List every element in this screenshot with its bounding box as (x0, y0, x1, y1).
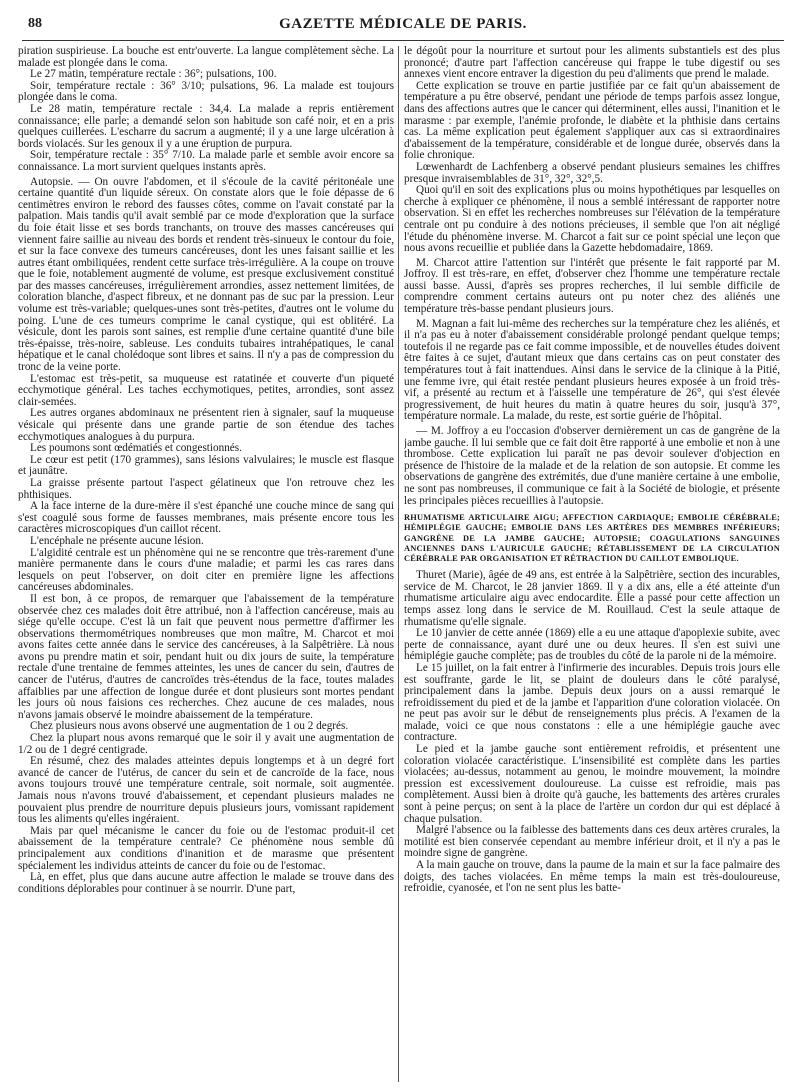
paragraph: Soir, température rectale : 35° 7/10. La malade parle et semble avoir encore sa connaissance. La mort survient quelques instants après. (18, 149, 394, 173)
paragraph: Chez plusieurs nous avons observé une augmentation de 1 ou 2 degrés. (30, 720, 349, 733)
paragraph: Le cœur est petit (170 grammes), sans lésions valvulaires; le muscle est flasque et jaunâtre. (18, 453, 394, 478)
paragraph: Là, en effet, plus que dans aucune autre affection le malade se trouve dans des conditions déplorables pour continuer à se nourrir. D'une part, (18, 871, 394, 895)
magnan-paragraph: M. Magnan a fait lui-même des recherches sur la température chez les aliénés, et il n'a pas eu à noter d'abaissement considérable prolongé pendant quelque temps; toutefois il ne regarde pas ce fait comme impossible, et de nouvelles études doivent être faites à ce sujet, d'autant mieux que dans certains cas on peut constater des températures tout à fait inattendues. Ainsi dans le service de la clinique à la Pitié, une femme ivre, qui était restée pendant plusieurs heures exposée à un froid très-vif, a présenté au rectum et à l'aisselle une température de 26°, qui s'est élevée progressivement, de huit heures du matin à quatre heures du soir, jusqu'à 37°, température normale. La malade, du reste, est sortie guérie de l'hôpital. (404, 317, 780, 423)
case-heading: RHUMATISME ARTICULAIRE AIGU; AFFECTION CARDIAQUE; EMBOLIE CÉRÉBRALE; HÉMIPLÉGIE GAUCHE; EMBOLIE DANS LES ARTÈRES DES MEMBRES INFÉRIEURS; GANGRÈNE DE LA JAMBE GAUCHE; AUTOPSIE; COAGULATIONS SANGUINES ANCIENNES DANS L'AURICULE GAUCHE; RÉTABLISSEMENT DE LA CIRCULATION CÉRÉBRALE PAR ORGANISATION ET RÉTRACTION DU CAILLOT EMBOLIQUE. (404, 513, 780, 563)
page-number: 88 (28, 16, 42, 31)
paragraph: Le 27 matin, température rectale : 36°; pulsations, 100. (30, 68, 277, 81)
paragraph: La graisse présente partout l'aspect gélatineux que l'on retrouve chez les phthisiques. (18, 476, 394, 501)
paragraph: En résumé, chez des malades atteintes depuis longtemps et à un degré fort avancé de cancer de l'utérus, de cancer du sein et de cancroïde de la face, nous avons toujours trouvé une température centrale, soit normale, soit augmentée. Jamais nous n'avons trouvé d'abaissement, et cependant plusieurs malades ne pouvaient plus prendre de nourriture depuis plusieurs jours, vomissant rapidement tous les aliments qu'elles ingéraient. (18, 755, 394, 826)
paragraph: Le 10 janvier de cette année (1869) elle a eu une attaque d'apoplexie subite, avec perte de connaissance, ayant duré une ou deux heures. Il s'en est suivi une hémiplégie gauche complète; pas de troubles du côté de la parole ni de la mémoire. (404, 627, 780, 663)
paragraph: Mais par quel mécanisme le cancer du foie ou de l'estomac produit-il cet abaissement de la température centrale? Ce phénomène nous semble dû principalement aux conditions d'inanition et de marasme que présentent spécialement les individus atteints de cancer du foie ou de l'estomac. (18, 824, 394, 872)
paragraph: Lœwenhardt de Lachfenberg a observé pendant plusieurs semaines les chiffres presque invraisemblables de 31°, 32°, 32°,5. (404, 160, 780, 185)
column-divider (398, 46, 399, 1082)
paragraph: Le 28 matin, température rectale : 34,4. La malade a repris entièrement connaissance; elle parle; a demandé selon son habitude son café noir, et en a pris quelques cuillerées. L'escharre du sacrum a augmenté; il y a une large ulcération à bords violacés. Sur les genoux il y a une éruption de purpura. (18, 102, 394, 150)
paragraph: Le 15 juillet, on la fait entrer à l'infirmerie des incurables. Depuis trois jours elle est souffrante, garde le lit, se plaint de douleurs dans le côté paralysé, principalement dans la jambe. Depuis deux jours on a aussi remarqué le refroidissement du pied et de la jambe et l'apparition d'une coloration violacée. On ne peut pas avoir sur le début de renseignements plus précis. A l'examen de la malade, voici ce que nous constatons : elle a une hémiplégie gauche avec contracture. (404, 661, 780, 744)
joffroy-paragraph: — M. Joffroy a eu l'occasion d'observer dernièrement un cas de gangrène de la jambe gauche. Il lui semble que ce fait doit être rapporté à une embolie et non à une thrombose. Cette explication lui paraît ne pas devoir soulever d'objection en présence de l'histoire de la malade et de la relation de son autopsie. Et comme les observations de gangrène des extrémités, due d'une manière certaine à une embolie, ne sont pas nombreuses, il communique ce fait à la Société de biologie, et présente les principales pièces recueillies à l'autopsie. (404, 425, 780, 507)
paragraph: L'encéphale ne présente aucune lésion. (30, 534, 204, 547)
page-header (22, 14, 784, 36)
paragraph: Thuret (Marie), âgée de 49 ans, est entrée à la Salpêtrière, section des incurables, service de M. Charcot, le 28 janvier 1869. Il y a dix ans, elle a été atteinte d'un rhumatisme articulaire aigu avec endocardite. Elle a passé pour cette affection un temps assez long dans le service de M. Rouillaud. C'est la seule attaque de rhumatisme qu'elle signale. (404, 569, 780, 628)
charcot-paragraph: M. Charcot attire l'attention sur l'intérêt que présente le fait rapporté par M. Joffroy. Il est très-rare, en effet, d'observer chez l'homme une température rectale aussi basse. Aussi, d'après ses propres recherches, il lui semble difficile de comprendre comment certains auteurs ont pu noter chez des aliénés une température très-basse pendant plusieurs jours. (404, 256, 780, 316)
paragraph: A la main gauche on trouve, dans la paume de la main et sur la face palmaire des doigts, des taches violacées. En même temps la main est très-douloureuse, refroidie, cyanosée, et l'on ne sent plus les batte- (404, 859, 780, 895)
paragraph: Les autres organes abdominaux ne présentent rien à signaler, sauf la muqueuse vésicale qui présente dans une grande partie de son étendue des taches ecchymotiques analogues à du purpura. (18, 407, 394, 443)
journal-title: GAZETTE MÉDICALE DE PARIS. (279, 16, 527, 32)
autopsy-paragraph: Autopsie. — On ouvre l'abdomen, et il s'écoule de la cavité péritonéale une certaine quantité d'un liquide séreux. On constate alors que le foie dépasse de 6 centimètres environ le rebord des fausses côtes, comme on l'avait constaté par la palpation. Mais tandis qu'il avait semblé par ce mode d'exploration que la surface du foie était lisse et ses bords tranchants, on trouve des masses cancéreuses qui viennent faire saillie au niveau des bords et rendent très-sinueux le contour du foie, et sur la face convexe des tumeurs cancéreuses, dont les unes faisant saillie et les autres étant ombiliquées, rendent cette surface très-irrégulière. A la coupe on trouve que le foie, notablement augmenté de volume, est presque exclusivement constitué par des masses cancéreuses, irrégulièrement arrondies, assez nettement limitées, de coloration blanche, d'aspect fibreux, et ne donnant pas de suc par la pression. Leur volume est très-variable; quelques-unes sont très-petites, d'autres ont le volume du poing. L'une de ces tumeurs comprime le canal cystique, qui est oblitéré. La vésicule, dont les parois sont saines, est remplie d'une certaine quantité d'une bile très-épaisse, très-noire, sableuse. Les conduits tubaires intrahépatiques, le canal hépatique et le canal cholédoque sont libres et sains. Il n'y a pas de compression du tronc de la veine porte. (18, 175, 394, 374)
paragraph: le dégoût pour la nourriture et surtout pour les aliments substantiels est des plus prononcé; d'autre part l'affection cancéreuse qui frappe le tube digestif ou ses annexes vient encore entraver la digestion du peu d'aliments que prend le malade. (404, 46, 780, 81)
paragraph: Chez la plupart nous avons remarqué que le soir il y avait une augmentation de 1/2 ou de 1 degré centigrade. (18, 732, 394, 756)
paragraph: piration suspirieuse. La bouche est entr'ouverte. La langue complètement sèche. La malade est plongée dans le coma. (18, 46, 394, 69)
right-column (404, 46, 780, 1082)
paragraph: A la face interne de la dure-mère il s'est épanché une couche mince de sang qui s'est coagulé sous forme de fausses membranes, mais présente encore tous les caractères microscopiques d'un caillot récent. (18, 500, 394, 536)
paragraph: Le pied et la jambe gauche sont entièrement refroidis, et présentent une coloration violacée caractéristique. L'insensibilité est complète dans les parties violacées; au-dessus, notamment au genou, le moindre mouvement, la moindre pression est excessivement douloureuse. La cuisse est refroidie, mais pas complètement. Aussi bien à droite qu'à gauche, les battements des artères crurales sont à peine perçus; on sent à la place de l'artère un cordon dur qui est déplacé à chaque pulsation. (404, 743, 780, 825)
header-rule (22, 40, 784, 41)
paragraph: Cette explication se trouve en partie justifiée par ce fait qu'un abaissement de température a pu être observé, pendant une période de temps parfois assez longue, dans des affections autres que le cancer qui déterminent, elles aussi, l'inanition et le marasme : par exemple, l'anémie profonde, le diabète et la phthisie dans certains cas. La même explication peut également s'appliquer aux cas si extraordinaires d'abaissement de la température, considérable et de longue durée, observés dans la folie chronique. (404, 79, 780, 162)
left-column (18, 46, 394, 1082)
paragraph: Les poumons sont œdématiés et congestionnés. (30, 442, 242, 455)
paragraph: Quoi qu'il en soit des explications plus ou moins hypothétiques par lesquelles on cherche à expliquer ce phénomène, il nous a semblé intéressant de rapporter notre observation. Si en effet les recherches nombreuses sur l'élévation de la température centrale ont pu conduire à des notions précieuses, il semble que l'on ait négligé l'étude du phénomène inverse. M. Charcot a fait sur ce point spécial une leçon que nous avons recueillie et publiée dans la Gazette hebdomadaire, 1869. (404, 184, 780, 255)
paragraph: Soir, température rectale : 36° 3/10; pulsations, 96. La malade est toujours plongée dans le coma. (18, 79, 394, 104)
paragraph: L'algidité centrale est un phénomène qui ne se rencontre que très-rarement d'une manière permanente dans le cours d'une maladie; et parmi les cas rares dans lesquels on peut l'observer, on doit citer en première ligne les affections cancéreuses abdominales. (18, 546, 394, 594)
paragraph: Malgré l'absence ou la faiblesse des battements dans ces deux artères crurales, la motilité est bien conservée cependant au membre inférieur droit, et il n'y a pas le moindre signe de gangrène. (404, 824, 780, 860)
paragraph: Il est bon, à ce propos, de remarquer que l'abaissement de la température observée chez ces malades doit être attribué, non à l'affection cancéreuse, mais au siége qu'elle occupe. C'est là un fait que peuvent nous permettre d'affirmer les observations thermométriques nombreuses que mon maître, M. Charcot et moi avons faites cette année dans le service des cancéreuses, à la Salpêtrière. Là nous avons pu prendre matin et soir, pendant huit ou dix jours de suite, la température rectale d'une trentaine de femmes atteintes, les unes de cancer du sein, d'autres de cancer de l'utérus, d'autres de cancroïdes très-étendus de la face, toutes malades affaiblies par une affection de longue durée et dont plusieurs sont mortes pendant les jours où nous faisions ces recherches. Chez aucune de ces malades, nous n'avons jamais observé le moindre abaissement de la température. (18, 592, 394, 721)
paragraph: L'estomac est très-petit, sa muqueuse est ratatinée et couverte d'un piqueté ecchymotique général. Les taches ecchymotiques, petites, arrondies, sont assez clair-semées. (18, 372, 394, 408)
